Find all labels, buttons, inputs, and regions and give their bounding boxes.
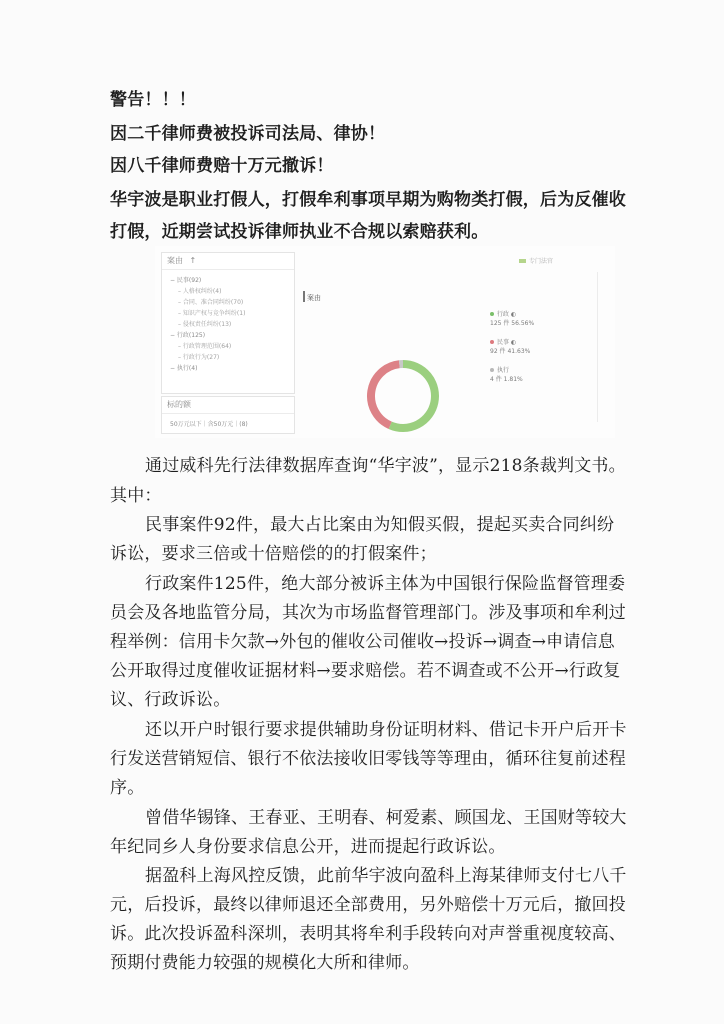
stat-percent: 1.81% — [503, 376, 523, 383]
donut-slice-1 — [390, 364, 435, 428]
stat-percent: 56.56% — [511, 320, 535, 327]
legend-top-label: 专门法官 — [529, 258, 554, 265]
para-admin-2: 员会及各地监管分局，其次为市场监督管理部门。涉及事项和牟利过 — [110, 603, 626, 623]
stat-count: 125 件 — [490, 320, 510, 327]
para-admin-3: 程举例：信用卡欠款→外包的催收公司催收→投诉→调查→申请信息 — [110, 632, 615, 652]
database-screenshot — [155, 246, 615, 438]
tree-item[interactable]: − 行政(125) — [170, 332, 206, 339]
tree-item[interactable]: − 民事(92) — [170, 277, 202, 284]
sort-icon: ↑ — [189, 256, 197, 265]
stat-count: 4 件 — [490, 376, 502, 383]
intro-line-2: 打假，近期尝试投诉律师执业不合规以索赔获利。 — [110, 222, 489, 242]
para-feedback-2: 元，后投诉，最终以律师退还全部费用，另外赔偿十万元后，撤回投 — [110, 895, 626, 915]
stat-name: 民事 — [497, 339, 510, 346]
stat-dot — [490, 340, 494, 344]
headline-withdrawal: 因八千律师费赔十万元撤诉！ — [110, 156, 334, 176]
para-admin-1: 行政案件125件，绝大部分被诉主体为中国银行保险监督管理委 — [145, 574, 626, 594]
chart-label: 案由 — [307, 294, 321, 302]
para-admin-5: 议、行政诉讼。 — [110, 690, 231, 710]
para-proxy-1: 曾借华锡锋、王春亚、王明春、柯爱素、顾国龙、王国财等较大 — [145, 808, 627, 828]
para-query: 通过威科先行法律数据库查询“华宇波”，显示218条裁判文书。 — [145, 456, 626, 476]
intro-line-1: 华宇波是职业打假人，打假牟利事项早期为购物类打假，后为反催收 — [110, 190, 626, 210]
cause-donut-chart — [365, 358, 441, 434]
para-bank-2: 行发送营销短信、银行不依法接收旧零钱等等理由，循环往复前述程 — [110, 749, 626, 769]
tree-item[interactable]: − 执行(4) — [170, 365, 198, 372]
warning-heading: 警告！！！ — [110, 90, 196, 110]
amount-panel-title: 标的额 — [162, 397, 294, 414]
tree-item[interactable]: – 行政管理范围(64) — [178, 343, 232, 350]
para-bank-3: 序。 — [110, 778, 145, 798]
chart-label-marker — [303, 291, 305, 302]
amount-filter-item: 50万元以下｜含50万元｜(8) — [170, 421, 248, 428]
tree-item[interactable]: – 人格权纠纷(4) — [178, 288, 222, 295]
para-civil-1: 民事案件92件，最大占比案由为知假买假，提起买卖合同纠纷 — [145, 515, 615, 535]
cause-tree — [166, 275, 245, 374]
tree-item[interactable]: – 侵权责任纠纷(13) — [178, 321, 232, 328]
para-feedback-4: 预期付费能力较强的规模化大所和律师。 — [110, 953, 420, 973]
cause-panel-title: 案由 — [167, 256, 183, 265]
cause-panel-header — [162, 253, 294, 270]
amount-panel — [161, 396, 295, 434]
figure-divider — [597, 272, 598, 422]
para-proxy-2: 年纪同乡人身份要求信息公开，进而提起行政诉讼。 — [110, 837, 506, 857]
para-feedback-3: 诉。此次投诉盈科深圳，表明其将牟利手段转向对声誉重视度较高、 — [110, 924, 626, 944]
donut-slice-2 — [371, 364, 399, 425]
para-feedback-1: 据盈科上海风控反馈，此前华宇波向盈科上海某律师支付七八千 — [145, 866, 627, 886]
stat-dot — [490, 368, 494, 372]
stat-name: 执行 — [497, 367, 510, 374]
stat-percent: 41.63% — [507, 348, 531, 355]
para-admin-4: 公开取得过度催收证据材料→要求赔偿。若不调查或不公开→行政复 — [110, 661, 621, 681]
para-among: 其中： — [110, 486, 162, 506]
stat-dot — [490, 312, 494, 316]
stat-administrative: 行政 ◐ 125 件 56.56% — [490, 311, 535, 327]
stat-name: 行政 — [497, 311, 510, 318]
headline-complaint: 因二千律师费被投诉司法局、律协！ — [110, 124, 386, 144]
tree-item[interactable]: – 知识产权与竞争纠纷(1) — [178, 310, 246, 317]
tree-item[interactable]: – 合同、准合同纠纷(70) — [178, 299, 244, 306]
cause-tree-panel — [161, 252, 295, 394]
stat-count: 92 件 — [490, 348, 506, 355]
para-bank-1: 还以开户时银行要求提供辅助身份证明材料、借记卡开户后开卡 — [145, 720, 627, 740]
legend-top — [519, 256, 553, 265]
tree-item[interactable]: – 行政行为(27) — [178, 354, 220, 361]
para-civil-2: 诉讼，要求三倍或十倍赔偿的的打假案件； — [110, 544, 437, 564]
stat-civil: 民事 ◐ 92 件 41.63% — [490, 339, 531, 355]
legend-swatch — [519, 259, 526, 263]
stat-enforcement — [490, 366, 523, 384]
